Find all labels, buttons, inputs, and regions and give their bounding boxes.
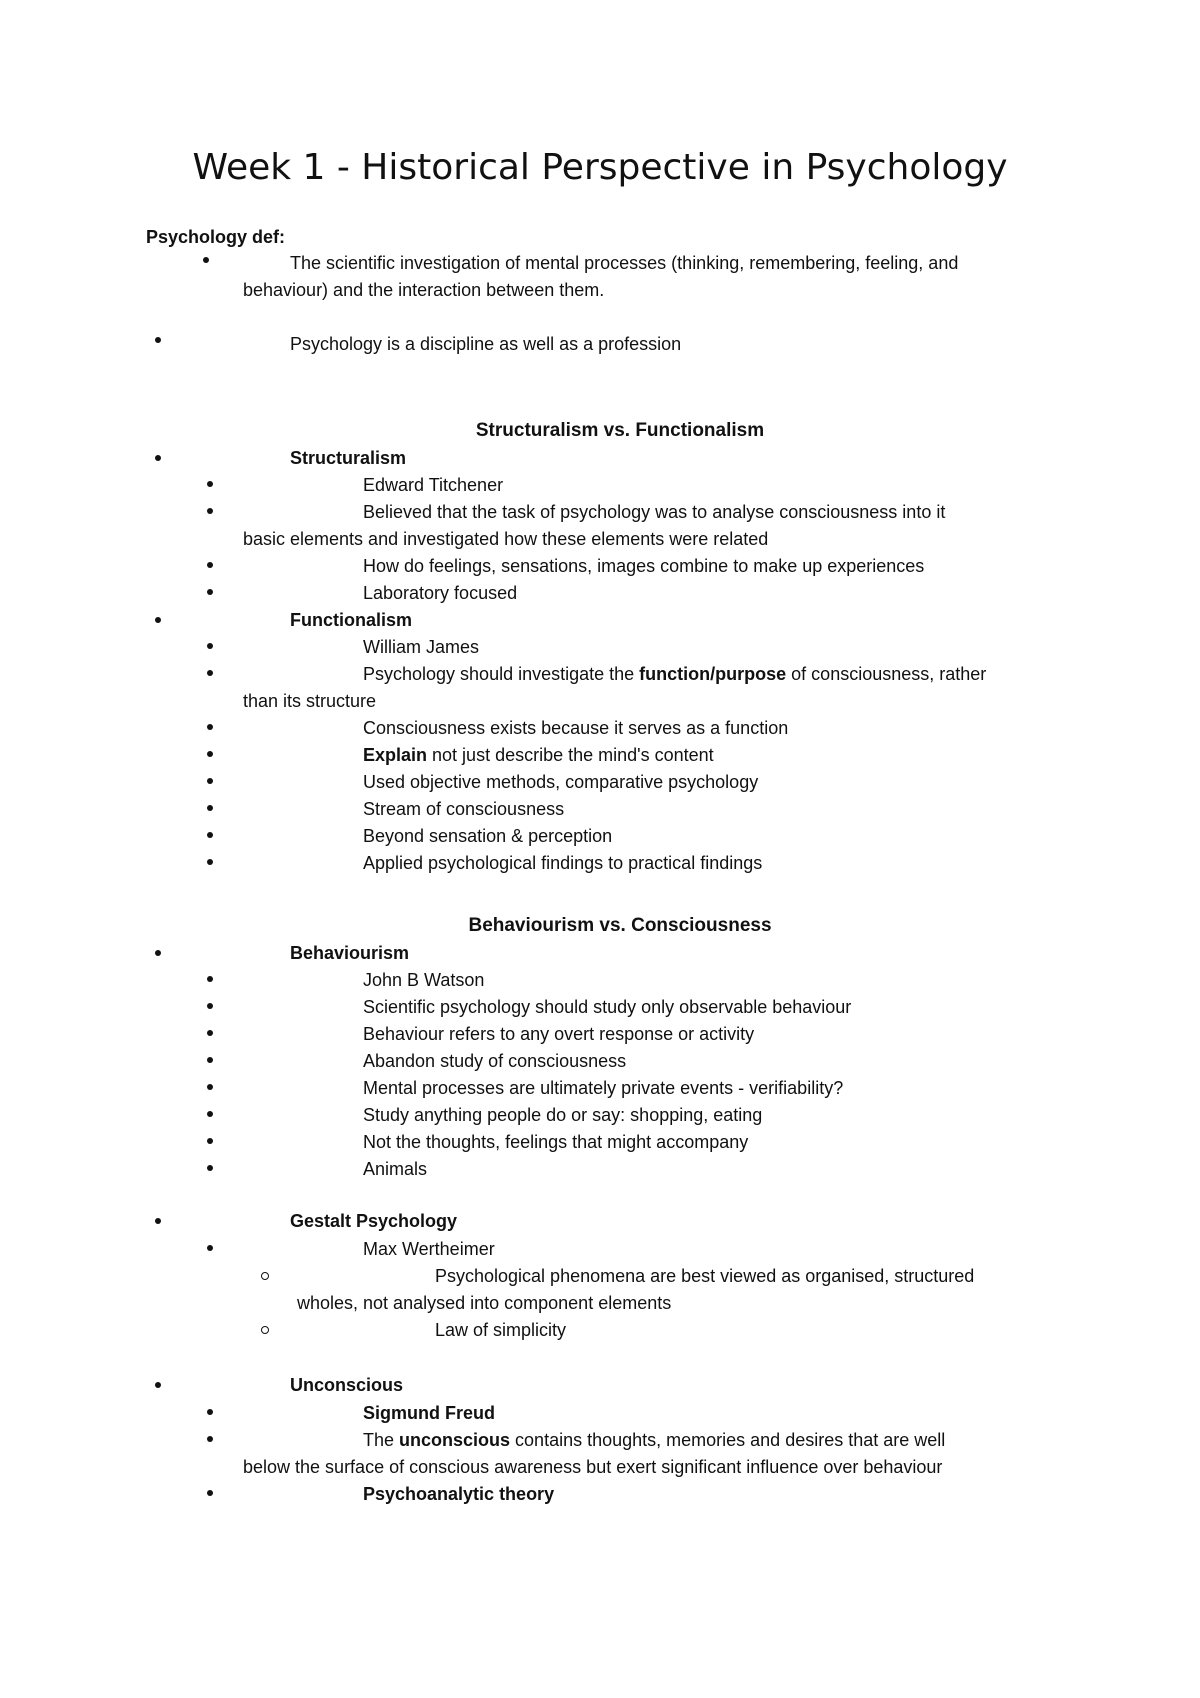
bullet-icon <box>155 337 161 343</box>
bullet-icon <box>155 950 161 956</box>
investigate-text: Psychology should investigate the <box>363 664 640 684</box>
list-item: Applied psychological findings to practical findings <box>363 853 763 873</box>
list-item-unconscious <box>363 1427 945 1454</box>
freud-name: Sigmund Freud <box>363 1403 495 1423</box>
bullet-icon <box>155 455 161 461</box>
list-item: Used objective methods, comparative psychology <box>363 772 759 792</box>
circle-bullet-icon <box>261 1272 269 1280</box>
bullet-icon <box>207 1030 213 1036</box>
unconscious-label: Unconscious <box>290 1375 404 1395</box>
list-item: Not the thoughts, feelings that might accompany <box>363 1132 749 1152</box>
bullet-icon <box>207 1409 213 1415</box>
list-item: Scientific psychology should study only observable behaviour <box>363 997 852 1017</box>
list-item-cont: than its structure <box>243 691 377 711</box>
bullet-icon <box>203 257 209 263</box>
bullet-icon <box>207 1165 213 1171</box>
psychoanalytic-theory: Psychoanalytic theory <box>363 1484 555 1504</box>
unconscious-text: The <box>363 1430 400 1450</box>
list-item-cont: basic elements and investigated how these elements were related <box>243 529 769 549</box>
investigate-bold-text: function/purpose <box>639 664 787 684</box>
bullet-icon <box>207 643 213 649</box>
document-title: Week 1 - Historical Perspective in Psychology <box>192 147 1008 188</box>
unconscious-text-end: contains thoughts, memories and desires that are well <box>510 1430 946 1450</box>
bullet-icon <box>207 1084 213 1090</box>
bullet-icon <box>207 1111 213 1117</box>
behaviourism-label: Behaviourism <box>290 943 410 963</box>
bullet-icon <box>207 1436 213 1442</box>
list-item: Believed that the task of psychology was to analyse consciousness into it <box>363 502 946 522</box>
section-heading-behaviourism-consciousness: Behaviourism vs. Consciousness <box>468 915 772 936</box>
bullet-icon <box>207 1138 213 1144</box>
list-item: Beyond sensation & perception <box>363 826 613 846</box>
bullet-icon <box>155 1218 161 1224</box>
bullet-icon <box>207 1057 213 1063</box>
unconscious-bold-text: unconscious <box>399 1430 511 1450</box>
list-item: Laboratory focused <box>363 583 518 603</box>
list-item: Mental processes are ultimately private events - verifiability? <box>363 1078 844 1098</box>
list-item: Behaviour refers to any overt response or activity <box>363 1024 755 1044</box>
investigate-text-end: of consciousness, rather <box>786 664 987 684</box>
bullet-icon <box>207 751 213 757</box>
circle-bullet-icon <box>261 1326 269 1334</box>
psych-def-text-cont: behaviour) and the interaction between them. <box>243 280 605 300</box>
psych-def-label: Psychology def: <box>146 227 286 247</box>
bullet-icon <box>207 1003 213 1009</box>
psych-def-text: The scientific investigation of mental processes (thinking, remembering, feeling, and <box>290 253 959 273</box>
list-item: Consciousness exists because it serves as a function <box>363 718 789 738</box>
bullet-icon <box>207 481 213 487</box>
list-item: Animals <box>363 1159 428 1179</box>
list-item: How do feelings, sensations, images combine to make up experiences <box>363 556 925 576</box>
bullet-icon <box>207 670 213 676</box>
sub-list-item: Law of simplicity <box>435 1320 567 1340</box>
list-item: Max Wertheimer <box>363 1239 495 1259</box>
bullet-icon <box>207 562 213 568</box>
bullet-icon <box>207 589 213 595</box>
sub-list-item: Psychological phenomena are best viewed as organised, structured <box>435 1266 975 1286</box>
bullet-icon <box>155 1382 161 1388</box>
list-item-investigate <box>363 661 986 688</box>
bullet-icon <box>207 724 213 730</box>
bullet-icon <box>207 859 213 865</box>
bullet-icon <box>155 617 161 623</box>
bullet-icon <box>207 778 213 784</box>
list-item: Abandon study of consciousness <box>363 1051 627 1071</box>
list-item: Edward Titchener <box>363 475 504 495</box>
bullet-icon <box>207 805 213 811</box>
explain-text: not just describe the mind's content <box>427 745 714 765</box>
list-item: William James <box>363 637 480 657</box>
section-heading-structuralism-functionalism: Structuralism vs. Functionalism <box>475 420 765 441</box>
bullet-icon <box>207 1245 213 1251</box>
list-item-cont: below the surface of conscious awareness but exert significant influence over behaviour <box>243 1457 943 1477</box>
bullet-icon <box>207 832 213 838</box>
list-item-explain <box>363 742 714 769</box>
explain-bold-text: Explain <box>363 745 428 765</box>
psych-discipline-text: Psychology is a discipline as well as a profession <box>290 334 682 354</box>
list-item: Study anything people do or say: shopping, eating <box>363 1105 763 1125</box>
gestalt-label: Gestalt Psychology <box>290 1211 458 1231</box>
sub-list-item-cont: wholes, not analysed into component elements <box>297 1293 672 1313</box>
list-item: Stream of consciousness <box>363 799 565 819</box>
functionalism-label: Functionalism <box>290 610 413 630</box>
structuralism-label: Structuralism <box>290 448 407 468</box>
list-item: John B Watson <box>363 970 485 990</box>
bullet-icon <box>207 1490 213 1496</box>
bullet-icon <box>207 508 213 514</box>
bullet-icon <box>207 976 213 982</box>
